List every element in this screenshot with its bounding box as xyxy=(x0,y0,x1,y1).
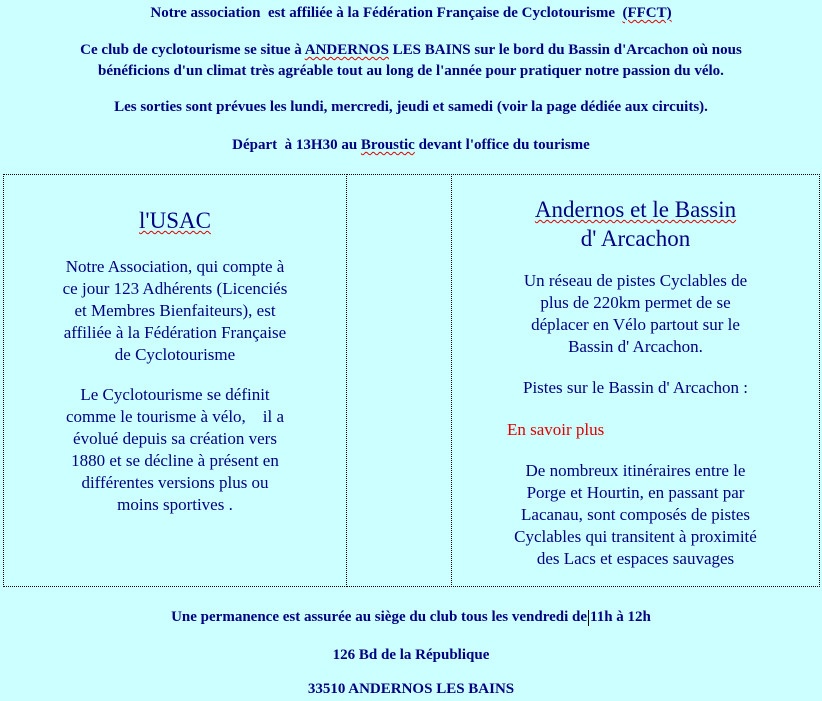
ffct-abbreviation: (FFCT) xyxy=(622,5,672,21)
left-para-2-line: comme le tourisme à vélo, il a xyxy=(65,407,285,426)
right-para-2-line: Porge et Hourtin, en passant par xyxy=(526,483,745,502)
left-para-1-line: de Cyclotourisme xyxy=(114,345,236,364)
text-cursor xyxy=(588,610,589,626)
right-para-1-line: Bassin d' Arcachon. xyxy=(568,337,703,356)
right-para-1-line: plus de 220km permet de se xyxy=(540,293,731,312)
permanence-text-after: 11h à 12h xyxy=(590,609,651,625)
right-title-line-1: Andernos et le Bassin xyxy=(534,197,737,222)
left-para-1-line: affiliée à la Fédération Française xyxy=(63,323,287,342)
left-para-2-line: différentes versions plus ou xyxy=(81,473,269,492)
en-savoir-plus-link[interactable]: En savoir plus xyxy=(507,420,605,439)
right-para-2-line: Lacanau, sont composés de pistes xyxy=(521,505,750,524)
city-line: 33510 ANDERNOS LES BAINS xyxy=(307,681,515,697)
location-line-2: bénéficions d'un climat très agréable tout au long de l'année pour pratiquer notre passion du vélo. xyxy=(98,63,724,79)
affiliation-text: Notre association est affiliée à la Fédération Française de Cyclotourisme xyxy=(150,5,623,21)
left-para-1-line: et Membres Bienfaiteurs), est xyxy=(74,301,276,320)
departure-line xyxy=(0,135,822,155)
address-line: 126 Bd de la République xyxy=(332,647,490,663)
right-column-para-2 xyxy=(451,460,820,570)
left-column-para-2 xyxy=(3,384,347,516)
left-para-2-line: Le Cyclotourisme se définit xyxy=(80,385,270,404)
departure-text-before: Départ à 13H30 au xyxy=(232,137,361,153)
left-para-1-line: ce jour 123 Adhérents (Licenciés xyxy=(62,279,288,298)
right-title-line-2: d' Arcachon xyxy=(580,226,691,251)
right-para-2-line: De nombreux itinéraires entre le xyxy=(525,461,746,480)
right-para-1-line: Un réseau de pistes Cyclables de xyxy=(523,271,748,290)
left-column-para-1 xyxy=(3,256,347,366)
right-para-1-line: déplacer en Vélo partout sur le xyxy=(531,315,740,334)
left-column-box xyxy=(3,174,347,587)
departure-text-after: devant l'office du tourisme xyxy=(414,137,590,153)
andernos-word: ANDERNOS xyxy=(304,42,389,58)
right-column-title xyxy=(451,195,820,253)
left-para-2-line: évolué depuis sa création vers xyxy=(73,429,277,448)
broustic-word: Broustic xyxy=(360,137,415,153)
location-text-after: LES BAINS sur le bord du Bassin d'Arcachon où nous xyxy=(388,42,742,58)
location-text-before: Ce club de cyclotourisme se situe à xyxy=(80,42,305,58)
permanence-line xyxy=(0,607,822,627)
outings-line: Les sorties sont prévues les lundi, mercredi, jeudi et samedi (voir la page dédiée aux circuits). xyxy=(114,99,708,115)
left-column-title: l'USAC xyxy=(139,208,211,233)
left-para-2-line: moins sportives . xyxy=(117,495,233,514)
permanence-text-before: Une permanence est assurée au siège du club tous les vendredi de xyxy=(171,609,588,625)
right-para-2-line: Cyclables qui transitent à proximité xyxy=(514,527,757,546)
pistes-label: Pistes sur le Bassin d' Arcachon : xyxy=(523,378,748,397)
right-para-2-line: des Lacs et espaces sauvages xyxy=(536,549,735,568)
middle-spacer-box xyxy=(346,174,452,587)
location-line-1 xyxy=(0,40,822,60)
affiliation-line xyxy=(0,3,822,23)
right-column-para-1 xyxy=(451,270,820,358)
left-para-2-line: 1880 et se décline à présent en xyxy=(71,451,279,470)
left-para-1-line: Notre Association, qui compte à xyxy=(65,257,285,276)
